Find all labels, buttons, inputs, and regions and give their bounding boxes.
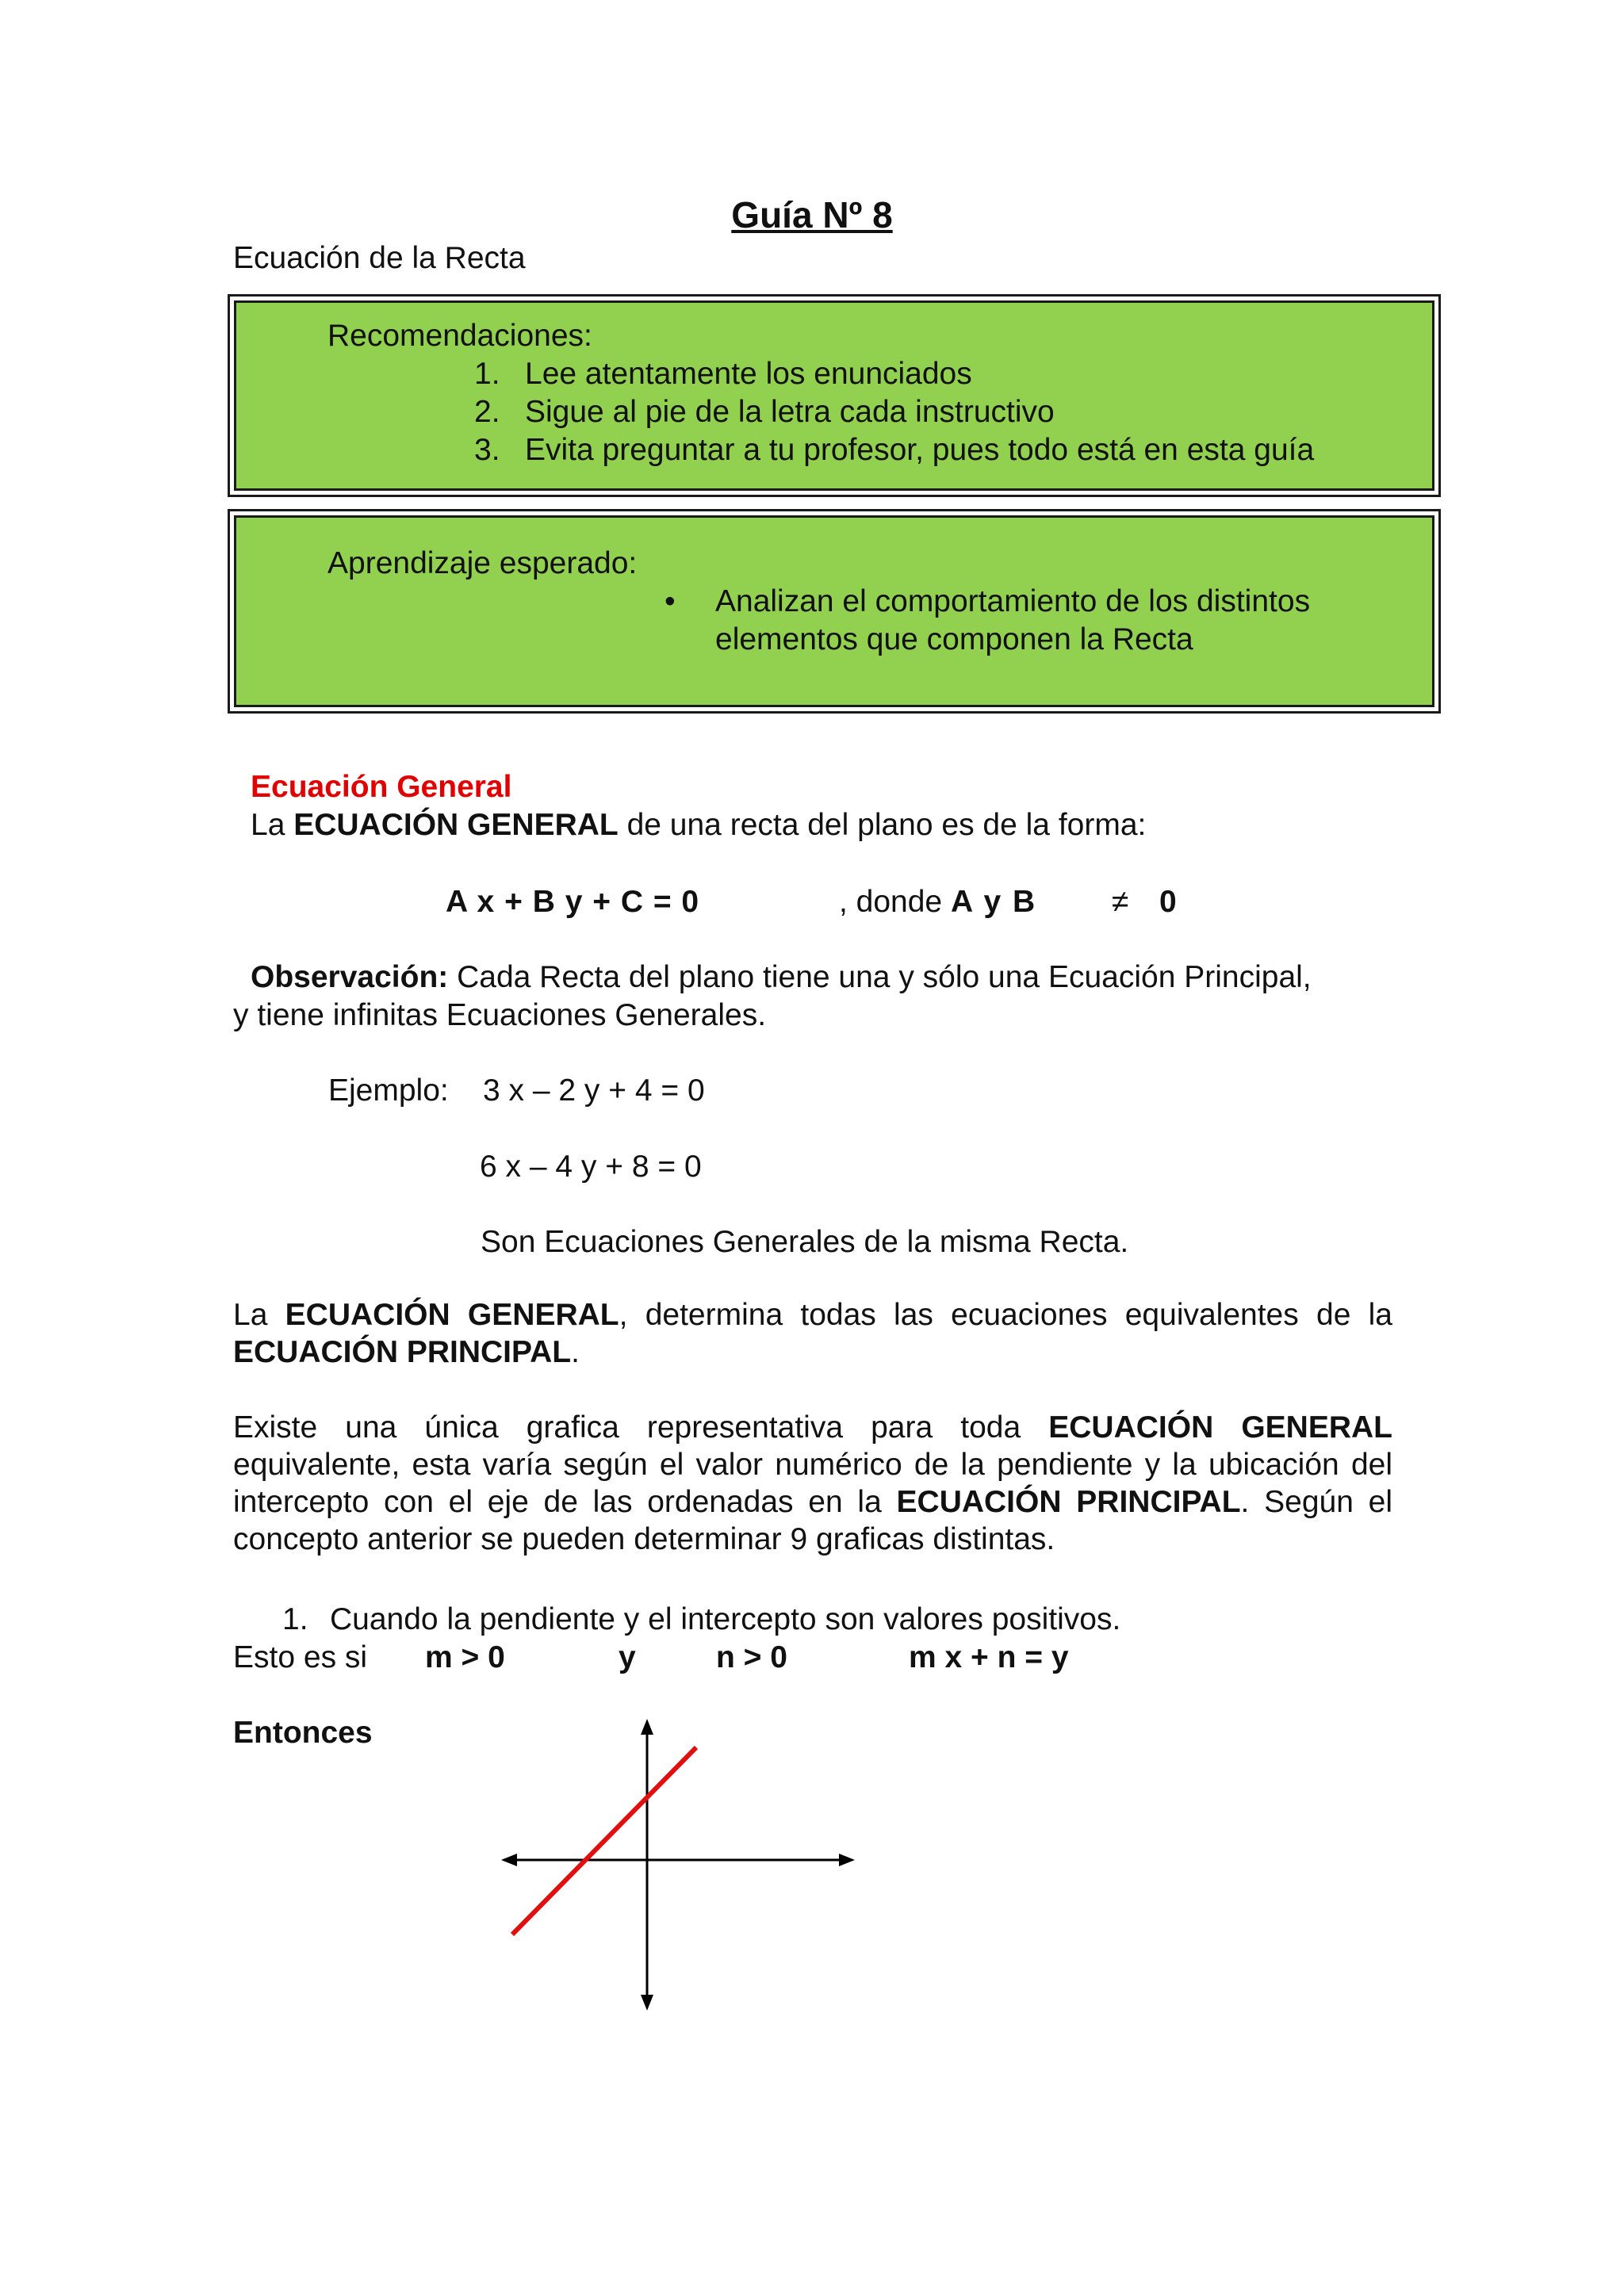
intro-post: de una recta del plano es de la forma: — [618, 808, 1147, 842]
observation-label: Observación: — [251, 960, 449, 994]
observation-line-2: y tiene infinitas Ecuaciones Generales. — [233, 998, 767, 1032]
p1-end: . — [571, 1335, 580, 1369]
x-axis-right-arrow-icon — [839, 1854, 855, 1866]
page-title: Guía Nº 8 — [731, 194, 893, 235]
condition-bold: A y B — [950, 885, 1037, 919]
condition-pre: , donde — [839, 885, 951, 919]
section-title: Ecuación General — [251, 770, 512, 804]
y-axis — [641, 1719, 653, 2011]
red-line — [512, 1747, 696, 1934]
recommendations-box — [228, 294, 1441, 497]
learning-heading: Aprendizaje esperado: — [327, 546, 638, 580]
p2-bold-1: ECUACIÓN GENERAL — [1048, 1410, 1392, 1445]
example-equation-1: 3 x – 2 y + 4 = 0 — [483, 1073, 705, 1108]
learning-line-1: Analizan el comportamiento de los distintos — [715, 584, 1311, 618]
observation-text: Cada Recta del plano tiene una y sólo una Ecuación Principal, — [448, 960, 1312, 994]
esto-es-si: Esto es si — [233, 1640, 368, 1674]
formula-condition — [839, 886, 1036, 917]
general-intro — [251, 809, 1146, 840]
observation-line-1 — [251, 962, 1312, 993]
formula-zero: 0 — [1159, 885, 1177, 919]
p2-text-3: . Según el concepto anterior se pueden determinar 9 graficas distintas. — [233, 1485, 1392, 1556]
entonces-label: Entonces — [233, 1716, 373, 1750]
x-axis — [501, 1854, 855, 1866]
x-axis-left-arrow-icon — [501, 1854, 517, 1866]
y-axis-down-arrow-icon — [641, 1995, 653, 2011]
example-note: Son Ecuaciones Generales de la misma Recta. — [481, 1225, 1129, 1259]
recommendation-text: Lee atentamente los enunciados — [525, 357, 972, 391]
y-axis-up-arrow-icon — [641, 1719, 653, 1735]
page-subtitle: Ecuación de la Recta — [233, 241, 526, 275]
p1-bold-1: ECUACIÓN GENERAL — [285, 1298, 619, 1332]
learning-line-2: elementos que componen la Recta — [715, 622, 1193, 656]
condition-n: n > 0 — [716, 1640, 787, 1674]
principal-equation: m x + n = y — [909, 1640, 1069, 1674]
p2-text-1: Existe una única grafica representativa para toda — [233, 1410, 1049, 1445]
line-graph — [476, 1712, 872, 2014]
intro-bold: ECUACIÓN GENERAL — [293, 808, 619, 842]
learning-box — [228, 509, 1441, 714]
case-text: Cuando la pendiente y el intercepto son valores positivos. — [330, 1602, 1121, 1636]
p2-text-2: equivalente, esta varía según el valor numérico de la pendiente y la ubicación del intercepto con el eje de las ordenadas en la — [233, 1448, 1392, 1519]
bullet-icon: • — [665, 584, 676, 618]
general-formula: A x + B y + C = 0 — [446, 885, 700, 919]
recommendation-number: 2. — [474, 395, 500, 429]
p1-pre: La — [233, 1298, 285, 1332]
recommendation-text: Sigue al pie de la letra cada instructivo — [525, 395, 1055, 429]
example-label: Ejemplo: — [328, 1073, 449, 1108]
not-equal-icon: ≠ — [1112, 885, 1129, 919]
paragraph-general-principal — [233, 1296, 1392, 1371]
condition-m: m > 0 — [425, 1640, 505, 1674]
paragraph-graphs — [233, 1409, 1392, 1558]
recommendation-number: 1. — [474, 357, 500, 391]
learning-box-fill — [234, 515, 1434, 707]
condition-and: y — [619, 1640, 636, 1674]
recommendations-heading: Recomendaciones: — [327, 319, 592, 353]
p1-bold-2: ECUACIÓN PRINCIPAL — [233, 1335, 572, 1369]
example-equation-2: 6 x – 4 y + 8 = 0 — [480, 1150, 702, 1184]
recommendations-box-fill — [234, 300, 1434, 491]
recommendation-number: 3. — [474, 433, 500, 467]
p1-mid: , determina todas las ecuaciones equivalentes de la — [619, 1298, 1392, 1332]
case-number: 1. — [282, 1602, 308, 1636]
p2-bold-2: ECUACIÓN PRINCIPAL — [896, 1485, 1241, 1519]
intro-pre: La — [251, 808, 294, 842]
recommendation-text: Evita preguntar a tu profesor, pues todo está en esta guía — [525, 433, 1315, 467]
